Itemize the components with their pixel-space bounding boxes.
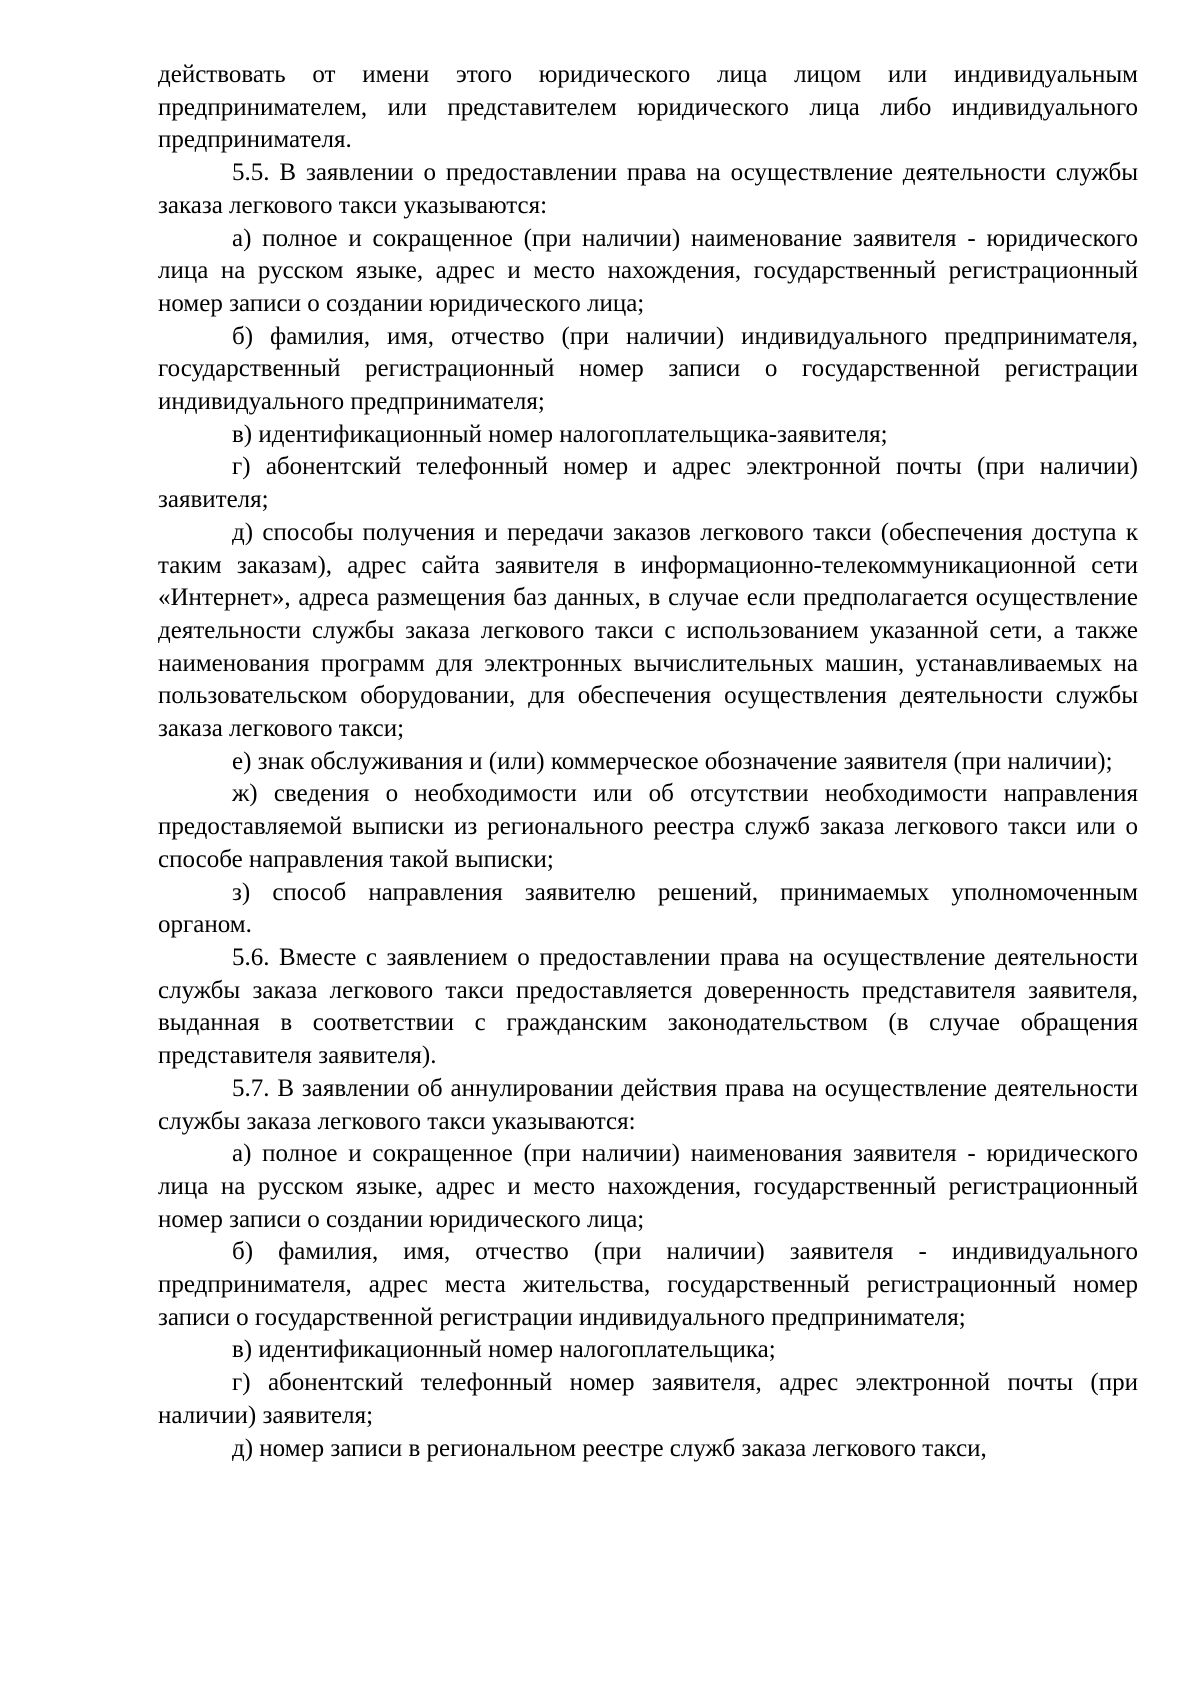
paragraph-5-5-zh: ж) сведения о необходимости или об отсутствии необходимости направления предоставляемой выписки из регионального реестра служб заказа легкового такси или о способе направления такой выписки; [158,780,1138,873]
paragraph-5-5-v: в) идентификационный номер налогоплательщика-заявителя; [232,420,888,448]
paragraph-5-5: 5.5. В заявлении о предоставлении права на осуществление деятельности службы заказа легкового такси указываются: [158,159,1138,219]
paragraph-5-7-a: а) полное и сокращенное (при наличии) наименования заявителя - юридического лица на русском языке, адрес и место нахождения, государственный регистрационный номер записи о создании юридического лица; [158,1140,1138,1233]
paragraph-continuation: действовать от имени этого юридического лица лицом или индивидуальным предпринимателем, или представителем юридического лица либо индивидуального предпринимателя. [158,61,1138,154]
paragraph-5-5-d: д) способы получения и передачи заказов легкового такси (обеспечения доступа к таким заказам), адрес сайта заявителя в информационно-телекоммуникационной сети «Интернет», адреса размещения баз данных, в случае если предполагается осуществление деятельности службы заказа легкового такси с использованием указанной сети, а также наименования программ для электронных вычислительных машин, устанавливаемых на пользовательском оборудовании, для обеспечения осуществления деятельности службы заказа легкового такси; [158,518,1138,743]
paragraph-5-7: 5.7. В заявлении об аннулировании действия права на осуществление деятельности службы заказа легкового такси указываются: [158,1074,1138,1135]
paragraph-5-5-g: г) абонентский телефонный номер и адрес электронной почты (при наличии) заявителя; [158,453,1138,514]
paragraph-5-7-v: в) идентификационный номер налогоплательщика; [232,1336,776,1364]
paragraph-5-5-a: а) полное и сокращенное (при наличии) наименование заявителя - юридического лица на русском языке, адрес и место нахождения, государственный регистрационный номер записи о создании юридического лица; [158,224,1138,317]
paragraph-5-7-g: г) абонентский телефонный номер заявителя, адрес электронной почты (при наличии) заявителя; [158,1369,1138,1429]
paragraph-5-7-d: д) номер записи в региональном реестре служб заказа легкового такси, [232,1434,987,1462]
paragraph-5-7-b: б) фамилия, имя, отчество (при наличии) заявителя - индивидуального предпринимателя, адрес места жительства, государственный регистрационный номер записи о государственной регистрации индивидуального предпринимателя; [158,1238,1138,1331]
paragraph-5-6: 5.6. Вместе с заявлением о предоставлении права на осуществление деятельности службы заказа легкового такси предоставляется доверенность представителя заявителя, выданная в соответствии с гражданским законодательством (в случае обращения представителя заявителя). [158,943,1138,1070]
paragraph-5-5-z: з) способ направления заявителю решений, принимаемых уполномоченным органом. [158,878,1138,939]
paragraph-5-5-b: б) фамилия, имя, отчество (при наличии) индивидуального предпринимателя, государственный регистрационный номер записи о государственной регистрации индивидуального предпринимателя; [158,322,1138,416]
document-page [158,59,1138,1465]
paragraph-5-5-e: е) знак обслуживания и (или) коммерческое обозначение заявителя (при наличии); [232,747,1113,775]
